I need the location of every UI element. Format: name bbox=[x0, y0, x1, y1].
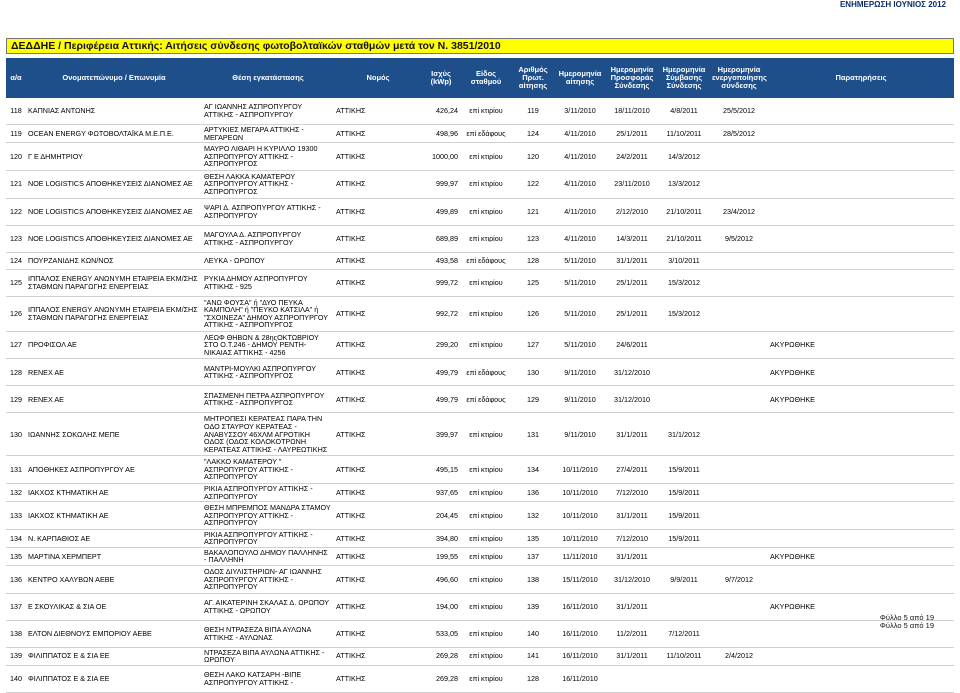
row-location: ΑΡΤΥΚΙΕΣ ΜΕΓΑΡΑ ΑΤΤΙΚΗΣ - ΜΕΓΑΡΕΩΝ bbox=[202, 126, 334, 141]
row-id: 130 bbox=[6, 431, 26, 439]
row-contract-date: 15/9/2011 bbox=[658, 466, 710, 474]
row-type: επί κτιρίου bbox=[460, 630, 512, 638]
row-type: επί κτιρίου bbox=[460, 535, 512, 543]
row-prefecture: ΑΤΤΙΚΗΣ bbox=[334, 603, 422, 611]
row-prot: 130 bbox=[512, 369, 554, 377]
row-id: 135 bbox=[6, 553, 26, 561]
row-app-date: 4/11/2010 bbox=[554, 235, 606, 243]
row-app-date: 10/11/2010 bbox=[554, 489, 606, 497]
row-id: 134 bbox=[6, 535, 26, 543]
table-header bbox=[6, 58, 954, 98]
row-power: 399,97 bbox=[422, 431, 460, 439]
table-row bbox=[6, 566, 954, 594]
row-offer-date: 14/3/2011 bbox=[606, 235, 658, 243]
row-app-date: 11/11/2010 bbox=[554, 553, 606, 561]
row-notes: ΑΚΥΡΩΘΗΚΕ bbox=[768, 369, 954, 377]
page-number-2: Φύλλο 5 από 19 bbox=[880, 622, 934, 630]
row-contract-date: 3/10/2011 bbox=[658, 257, 710, 265]
table-row bbox=[6, 199, 954, 226]
row-name: ΙΑΚΧΟΣ ΚΤΗΜΑΤΙΚΗ ΑΕ bbox=[26, 489, 202, 497]
row-app-date: 5/11/2010 bbox=[554, 279, 606, 287]
col-id: α/α bbox=[6, 74, 26, 82]
row-app-date: 4/11/2010 bbox=[554, 153, 606, 161]
row-id: 120 bbox=[6, 153, 26, 161]
row-app-date: 16/11/2010 bbox=[554, 603, 606, 611]
row-id: 136 bbox=[6, 576, 26, 584]
row-type: επί κτιρίου bbox=[460, 675, 512, 683]
row-prot: 126 bbox=[512, 310, 554, 318]
row-prot: 129 bbox=[512, 396, 554, 404]
row-offer-date: 31/1/2011 bbox=[606, 652, 658, 660]
row-prot: 120 bbox=[512, 153, 554, 161]
row-app-date: 3/11/2010 bbox=[554, 107, 606, 115]
row-offer-date: 27/4/2011 bbox=[606, 466, 658, 474]
row-prefecture: ΑΤΤΙΚΗΣ bbox=[334, 235, 422, 243]
row-location: ΑΓ. ΑΙΚΑΤΕΡΙΝΗ ΣΚΑΛΑΣ Δ. ΩΡΩΠΟΥ ΑΤΤΙΚΗΣ - ΩΡΩΠΟΥ bbox=[202, 599, 334, 614]
row-activation-date: 9/5/2012 bbox=[710, 235, 768, 243]
row-power: 499,79 bbox=[422, 369, 460, 377]
row-prot: 137 bbox=[512, 553, 554, 561]
row-name: ΙΠΠΑΛΟΣ ENERGY ΑΝΩΝΥΜΗ ΕΤΑΙΡΕΙΑ ΕΚΜ/ΣΗΣ ΣΤΑΘΜΩΝ ΠΑΡΑΓΩΓΗΣ ΕΝΕΡΓΕΙΑΣ bbox=[26, 275, 202, 290]
update-label: ΕΝΗΜΕΡΩΣΗ ΙΟΥΝΙΟΣ 2012 bbox=[840, 0, 946, 9]
row-notes: ΑΚΥΡΩΘΗΚΕ bbox=[768, 396, 954, 404]
row-contract-date: 7/12/2011 bbox=[658, 630, 710, 638]
row-name: ΙΠΠΑΛΟΣ ENERGY ΑΝΩΝΥΜΗ ΕΤΑΙΡΕΙΑ ΕΚΜ/ΣΗΣ ΣΤΑΘΜΩΝ ΠΑΡΑΓΩΓΗΣ ΕΝΕΡΓΕΙΑΣ bbox=[26, 306, 202, 321]
row-contract-date: 15/3/2012 bbox=[658, 279, 710, 287]
top-right-banner bbox=[0, 0, 960, 12]
row-prot: 121 bbox=[512, 208, 554, 216]
row-contract-date: 4/8/2011 bbox=[658, 107, 710, 115]
row-offer-date: 2/12/2010 bbox=[606, 208, 658, 216]
col-prot: Αριθμός Πρωτ. αίτησης bbox=[512, 66, 554, 90]
row-id: 127 bbox=[6, 341, 26, 349]
table-row bbox=[6, 648, 954, 666]
row-app-date: 10/11/2010 bbox=[554, 466, 606, 474]
row-name: Ε ΣΚΟΥΛΙΚΑΣ & ΣΙΑ ΟΕ bbox=[26, 603, 202, 611]
row-contract-date: 11/10/2011 bbox=[658, 652, 710, 660]
row-power: 496,60 bbox=[422, 576, 460, 584]
row-prefecture: ΑΤΤΙΚΗΣ bbox=[334, 130, 422, 138]
row-prot: 124 bbox=[512, 130, 554, 138]
row-id: 129 bbox=[6, 396, 26, 404]
row-id: 133 bbox=[6, 512, 26, 520]
row-type: επί κτιρίου bbox=[460, 107, 512, 115]
row-prot: 141 bbox=[512, 652, 554, 660]
row-contract-date: 31/1/2012 bbox=[658, 431, 710, 439]
row-prefecture: ΑΤΤΙΚΗΣ bbox=[334, 153, 422, 161]
row-contract-date: 13/3/2012 bbox=[658, 180, 710, 188]
row-prot: 132 bbox=[512, 512, 554, 520]
row-id: 138 bbox=[6, 630, 26, 638]
row-contract-date: 21/10/2011 bbox=[658, 208, 710, 216]
row-prefecture: ΑΤΤΙΚΗΣ bbox=[334, 208, 422, 216]
col-contract-date: Ημερομηνία Σύμβασης Σύνδεσης bbox=[658, 66, 710, 90]
row-power: 498,96 bbox=[422, 130, 460, 138]
row-offer-date: 31/1/2011 bbox=[606, 257, 658, 265]
row-name: Ν. ΚΑΡΠΑΘΙΟΣ ΑΕ bbox=[26, 535, 202, 543]
row-location: "ΛΑΚΚΟ ΚΑΜΑΤΕΡΟΥ " ΑΣΠΡΟΠΥΡΓΟΥ ΑΤΤΙΚΗΣ - ΑΣΠΡΟΠΥΡΓΟΥ bbox=[202, 458, 334, 481]
row-location: ΨΑΡΙ Δ. ΑΣΠΡΟΠΥΡΓΟΥ ΑΤΤΙΚΗΣ - ΑΣΠΡΟΠΥΡΓΟΥ bbox=[202, 204, 334, 219]
row-location: ΘΕΣΗ ΛΑΚΚΑ ΚΑΜΑΤΕΡΟΥ ΑΣΠΡΟΠΥΡΓΟΥ ΑΤΤΙΚΗΣ - ΑΣΠΡΟΠΥΡΓΟΣ bbox=[202, 173, 334, 196]
table-row bbox=[6, 530, 954, 548]
row-name: RENEX AE bbox=[26, 396, 202, 404]
table-row bbox=[6, 456, 954, 484]
row-location: ΘΕΣΗ ΜΠΡΕΜΠΟΣ ΜΑΝΔΡΑ ΣΤΑΜΟΥ ΑΣΠΡΟΠΥΡΓΟΥ ΑΤΤΙΚΗΣ - ΑΣΠΡΟΠΥΡΓΟΥ bbox=[202, 504, 334, 527]
row-name: ΙΩΑΝΝΗΣ ΣΟΚΩΛΗΣ ΜΕΠΕ bbox=[26, 431, 202, 439]
table-row bbox=[6, 548, 954, 566]
table-row bbox=[6, 98, 954, 125]
row-prefecture: ΑΤΤΙΚΗΣ bbox=[334, 535, 422, 543]
row-offer-date: 18/11/2010 bbox=[606, 107, 658, 115]
row-prot: 123 bbox=[512, 235, 554, 243]
table-body bbox=[6, 98, 954, 693]
row-name: ΜΑΡΤΙΝΑ ΧΕΡΜΠΕΡΤ bbox=[26, 553, 202, 561]
row-app-date: 9/11/2010 bbox=[554, 396, 606, 404]
row-contract-date: 15/3/2012 bbox=[658, 310, 710, 318]
row-offer-date: 31/1/2011 bbox=[606, 431, 658, 439]
row-location: ΜΗΤΡΟΠΕΣΙ ΚΕΡΑΤΕΑΣ ΠΑΡΑ ΤΗΝ ΟΔΟ ΣΤΑΥΡΟΥ ΚΕΡΑΤΕΑΣ - ΑΝΑΒΥΣΣΟΥ 46ΧΛΜ ΑΓΡΟΤΙΚΗ ΟΔΟΣ (ΟΔΟΣ ΚΟΛΟΚΟΤΡΩΝΗ ΚΕΡΑΤΕΑΣ ΑΤΤΙΚΗΣ - ΛΑΥΡΕΩΤΙΚΗΣ bbox=[202, 415, 334, 453]
row-app-date: 10/11/2010 bbox=[554, 535, 606, 543]
row-location: ΡΥΚΙΑ ΔΗΜΟΥ ΑΣΠΡΟΠΥΡΓΟΥ ΑΤΤΙΚΗΣ - 925 bbox=[202, 275, 334, 290]
row-name: ΙΑΚΧΟΣ ΚΤΗΜΑΤΙΚΗ ΑΕ bbox=[26, 512, 202, 520]
row-app-date: 4/11/2010 bbox=[554, 180, 606, 188]
row-power: 204,45 bbox=[422, 512, 460, 520]
row-prefecture: ΑΤΤΙΚΗΣ bbox=[334, 107, 422, 115]
row-prot: 128 bbox=[512, 675, 554, 683]
row-location: ΒΑΚΑΛΟΠΟΥΛΟ ΔΗΜΟΥ ΠΑΛΛΗΝΗΣ - ΠΑΛΛΗΝΗ bbox=[202, 549, 334, 564]
col-notes: Παρατηρήσεις bbox=[768, 74, 954, 82]
row-prefecture: ΑΤΤΙΚΗΣ bbox=[334, 257, 422, 265]
row-location: ΛΕΥΚΑ - ΩΡΩΠΟΥ bbox=[202, 257, 334, 265]
row-type: επί κτιρίου bbox=[460, 512, 512, 520]
row-location: "ΑΝΩ ΦΟΥΣΑ" ή "ΔΥΟ ΠΕΥΚΑ ΚΑΜΠΟΛΗ" ή "ΠΕΥΚΟ ΚΑΤΣΙΛΑ" ή "ΣΧΟΙΝΕΖΑ" ΔΗΜΟΥ ΑΣΠΡΟΠΥΡΓΟΥ ΑΤΤΙΚΗΣ - ΑΣΠΡΟΠΥΡΓΟΣ bbox=[202, 299, 334, 329]
row-prefecture: ΑΤΤΙΚΗΣ bbox=[334, 466, 422, 474]
row-power: 493,58 bbox=[422, 257, 460, 265]
row-id: 125 bbox=[6, 279, 26, 287]
row-power: 1000,00 bbox=[422, 153, 460, 161]
row-location: ΜΑΝΤΡΙ-ΜΟΥΛΚΙ ΑΣΠΡΟΠΥΡΓΟΥ ΑΤΤΙΚΗΣ - ΑΣΠΡΟΠΥΡΓΟΣ bbox=[202, 365, 334, 380]
row-prefecture: ΑΤΤΙΚΗΣ bbox=[334, 675, 422, 683]
row-app-date: 16/11/2010 bbox=[554, 675, 606, 683]
row-id: 124 bbox=[6, 257, 26, 265]
row-prefecture: ΑΤΤΙΚΗΣ bbox=[334, 310, 422, 318]
row-location: ΜΑΓΟΥΛΑ Δ. ΑΣΠΡΟΠΥΡΓΟΥ ΑΤΤΙΚΗΣ - ΑΣΠΡΟΠΥΡΓΟΥ bbox=[202, 231, 334, 246]
row-location: ΟΔΟΣ ΔΙΥΛΙΣΤΗΡΙΩΝ- ΑΓ ΙΩΑΝΝΗΣ ΑΣΠΡΟΠΥΡΓΟΥ ΑΤΤΙΚΗΣ - ΑΣΠΡΟΠΥΡΓΟΥ bbox=[202, 568, 334, 591]
row-prot: 119 bbox=[512, 107, 554, 115]
table-row bbox=[6, 484, 954, 502]
row-id: 118 bbox=[6, 107, 26, 115]
table-row bbox=[6, 270, 954, 297]
row-type: επί κτιρίου bbox=[460, 180, 512, 188]
row-offer-date: 25/1/2011 bbox=[606, 279, 658, 287]
row-app-date: 16/11/2010 bbox=[554, 652, 606, 660]
row-power: 269,28 bbox=[422, 652, 460, 660]
row-notes: ΑΚΥΡΩΘΗΚΕ bbox=[768, 341, 954, 349]
row-type: επί κτιρίου bbox=[460, 431, 512, 439]
row-type: επί κτιρίου bbox=[460, 603, 512, 611]
row-app-date: 5/11/2010 bbox=[554, 310, 606, 318]
row-power: 394,80 bbox=[422, 535, 460, 543]
row-location: ΘΕΣΗ ΛΑΚΟ ΚΑΤΣΑΡΗ -ΒΙΠΕ ΑΣΠΡΟΠΥΡΓΟΥ ΑΤΤΙΚΗΣ - bbox=[202, 671, 334, 686]
row-power: 426,24 bbox=[422, 107, 460, 115]
table-row bbox=[6, 226, 954, 253]
row-prot: 134 bbox=[512, 466, 554, 474]
row-type: επί εδάφους bbox=[460, 257, 512, 265]
row-type: επί εδάφους bbox=[460, 396, 512, 404]
row-contract-date: 15/9/2011 bbox=[658, 489, 710, 497]
row-type: επί κτιρίου bbox=[460, 341, 512, 349]
row-power: 499,79 bbox=[422, 396, 460, 404]
row-type: επί κτιρίου bbox=[460, 279, 512, 287]
row-offer-date: 11/2/2011 bbox=[606, 630, 658, 638]
row-power: 533,05 bbox=[422, 630, 460, 638]
row-id: 123 bbox=[6, 235, 26, 243]
row-id: 119 bbox=[6, 130, 26, 138]
table-row bbox=[6, 253, 954, 270]
row-id: 131 bbox=[6, 466, 26, 474]
table-row bbox=[6, 621, 954, 648]
row-name: ΕΛΤΟΝ ΔΙΕΘΝΟΥΣ ΕΜΠΟΡΙΟΥ ΑΕΒΕ bbox=[26, 630, 202, 638]
row-activation-date: 23/4/2012 bbox=[710, 208, 768, 216]
row-prefecture: ΑΤΤΙΚΗΣ bbox=[334, 279, 422, 287]
row-prefecture: ΑΤΤΙΚΗΣ bbox=[334, 341, 422, 349]
row-name: ΝΟΕ LOGISTICS ΑΠΟΘΗΚΕΥΣΕΙΣ ΔΙΑΝΟΜΕΣ ΑΕ bbox=[26, 180, 202, 188]
row-activation-date: 9/7/2012 bbox=[710, 576, 768, 584]
row-type: επί κτιρίου bbox=[460, 235, 512, 243]
row-id: 140 bbox=[6, 675, 26, 683]
row-activation-date: 2/4/2012 bbox=[710, 652, 768, 660]
row-prefecture: ΑΤΤΙΚΗΣ bbox=[334, 431, 422, 439]
row-prot: 140 bbox=[512, 630, 554, 638]
row-name: ΦΙΛΙΠΠΑΤΟΣ Ε & ΣΙΑ ΕΕ bbox=[26, 675, 202, 683]
col-location: Θέση εγκατάστασης bbox=[202, 74, 334, 82]
row-prot: 139 bbox=[512, 603, 554, 611]
row-prot: 138 bbox=[512, 576, 554, 584]
col-app-date: Ημερομηνία αίτησης bbox=[554, 70, 606, 86]
row-type: επί κτιρίου bbox=[460, 489, 512, 497]
row-notes: ΑΚΥΡΩΘΗΚΕ bbox=[768, 553, 954, 561]
row-contract-date: 9/9/2011 bbox=[658, 576, 710, 584]
row-prefecture: ΑΤΤΙΚΗΣ bbox=[334, 512, 422, 520]
row-offer-date: 7/12/2010 bbox=[606, 489, 658, 497]
row-contract-date: 15/9/2011 bbox=[658, 535, 710, 543]
table-row bbox=[6, 594, 954, 621]
row-id: 128 bbox=[6, 369, 26, 377]
row-name: ΚΕΝΤΡΟ ΧΑΛΥΒΩΝ ΑΕΒΕ bbox=[26, 576, 202, 584]
row-prot: 122 bbox=[512, 180, 554, 188]
row-location: ΣΠΑΣΜΕΝΗ ΠΕΤΡΑ ΑΣΠΡΟΠΥΡΓΟΥ ΑΤΤΙΚΗΣ - ΑΣΠΡΟΠΥΡΓΟΣ bbox=[202, 392, 334, 407]
row-contract-date: 14/3/2012 bbox=[658, 153, 710, 161]
row-activation-date: 25/5/2012 bbox=[710, 107, 768, 115]
row-type: επί εδάφους bbox=[460, 130, 512, 138]
row-power: 999,97 bbox=[422, 180, 460, 188]
row-type: επί κτιρίου bbox=[460, 652, 512, 660]
row-id: 126 bbox=[6, 310, 26, 318]
row-type: επί κτιρίου bbox=[460, 553, 512, 561]
table-row bbox=[6, 413, 954, 456]
row-prot: 128 bbox=[512, 257, 554, 265]
row-contract-date: 21/10/2011 bbox=[658, 235, 710, 243]
table-row bbox=[6, 171, 954, 199]
row-type: επί εδάφους bbox=[460, 369, 512, 377]
col-offer-date: Ημερομηνία Προσφοράς Σύνδεσης bbox=[606, 66, 658, 90]
row-activation-date: 28/5/2012 bbox=[710, 130, 768, 138]
row-offer-date: 7/12/2010 bbox=[606, 535, 658, 543]
page-number: Φύλλο 5 από 19 bbox=[880, 614, 934, 622]
row-id: 122 bbox=[6, 208, 26, 216]
row-id: 132 bbox=[6, 489, 26, 497]
row-app-date: 5/11/2010 bbox=[554, 257, 606, 265]
row-prefecture: ΑΤΤΙΚΗΣ bbox=[334, 553, 422, 561]
row-power: 999,72 bbox=[422, 279, 460, 287]
row-power: 269,28 bbox=[422, 675, 460, 683]
table-row bbox=[6, 125, 954, 143]
row-app-date: 15/11/2010 bbox=[554, 576, 606, 584]
row-prot: 127 bbox=[512, 341, 554, 349]
row-power: 299,20 bbox=[422, 341, 460, 349]
row-location: ΛΕΩΦ ΘΗΒΩΝ & 28ηςΟΚΤΩΒΡΙΟΥ ΣΤΟ Ο.Τ.246 - ΔΗΜΟΥ ΡΕΝΤΗ- ΝΙΚΑΙΑΣ ΑΤΤΙΚΗΣ - 4256 bbox=[202, 334, 334, 357]
row-app-date: 4/11/2010 bbox=[554, 208, 606, 216]
row-app-date: 5/11/2010 bbox=[554, 341, 606, 349]
row-app-date: 9/11/2010 bbox=[554, 369, 606, 377]
row-offer-date: 23/11/2010 bbox=[606, 180, 658, 188]
table-row bbox=[6, 332, 954, 360]
row-offer-date: 31/1/2011 bbox=[606, 603, 658, 611]
row-prefecture: ΑΤΤΙΚΗΣ bbox=[334, 489, 422, 497]
row-location: ΘΕΣΗ ΝΤΡΑΣΕΖΑ ΒΙΠΑ ΑΥΛΩΝΑ ΑΤΤΙΚΗΣ - ΑΥΛΩΝΑΣ bbox=[202, 626, 334, 641]
row-offer-date: 31/1/2011 bbox=[606, 512, 658, 520]
row-offer-date: 25/1/2011 bbox=[606, 310, 658, 318]
row-power: 937,65 bbox=[422, 489, 460, 497]
row-offer-date: 31/12/2010 bbox=[606, 396, 658, 404]
row-notes: ΑΚΥΡΩΘΗΚΕ bbox=[768, 603, 954, 611]
row-name: RENEX AE bbox=[26, 369, 202, 377]
col-type: Είδος σταθμού bbox=[460, 70, 512, 86]
table-row bbox=[6, 666, 954, 693]
row-type: επί κτιρίου bbox=[460, 576, 512, 584]
row-prot: 136 bbox=[512, 489, 554, 497]
row-offer-date: 31/1/2011 bbox=[606, 553, 658, 561]
row-prefecture: ΑΤΤΙΚΗΣ bbox=[334, 576, 422, 584]
table-row bbox=[6, 502, 954, 530]
row-id: 121 bbox=[6, 180, 26, 188]
row-type: επί κτιρίου bbox=[460, 310, 512, 318]
row-contract-date: 11/10/2011 bbox=[658, 130, 710, 138]
row-power: 499,89 bbox=[422, 208, 460, 216]
row-location: ΜΑΥΡΟ ΛΙΘΑΡΙ Η ΚΥΡΙΛΛΟ 19300 ΑΣΠΡΟΠΥΡΓΟΥ ΑΤΤΙΚΗΣ - ΑΣΠΡΟΠΥΡΓΟΣ bbox=[202, 145, 334, 168]
row-power: 495,15 bbox=[422, 466, 460, 474]
document-page bbox=[0, 38, 960, 693]
row-name: ΦΙΛΙΠΠΑΤΟΣ Ε & ΣΙΑ ΕΕ bbox=[26, 652, 202, 660]
row-location: ΡΙΚΙΑ ΑΣΠΡΟΠΥΡΓΟΥ ΑΤΤΙΚΗΣ - ΑΣΠΡΟΠΥΡΓΟΥ bbox=[202, 531, 334, 546]
col-power: Ισχύς (kWp) bbox=[422, 70, 460, 86]
footer bbox=[880, 614, 934, 631]
row-prot: 135 bbox=[512, 535, 554, 543]
row-prot: 131 bbox=[512, 431, 554, 439]
row-name: ΠΡΟΦΙΣΟΛ ΑΕ bbox=[26, 341, 202, 349]
row-app-date: 16/11/2010 bbox=[554, 630, 606, 638]
row-name: Γ Ε ΔΗΜΗΤΡΙΟΥ bbox=[26, 153, 202, 161]
row-type: επί κτιρίου bbox=[460, 208, 512, 216]
row-id: 137 bbox=[6, 603, 26, 611]
row-prefecture: ΑΤΤΙΚΗΣ bbox=[334, 180, 422, 188]
row-name: ΝΟΕ LOGISTICS ΑΠΟΘΗΚΕΥΣΕΙΣ ΔΙΑΝΟΜΕΣ ΑΕ bbox=[26, 235, 202, 243]
col-activation-date: Ημερομηνία ενεργοποίησης σύνδεσης bbox=[710, 66, 768, 90]
row-prefecture: ΑΤΤΙΚΗΣ bbox=[334, 369, 422, 377]
row-id: 139 bbox=[6, 652, 26, 660]
row-name: ΑΠΟΘΗΚΕΣ ΑΣΠΡΟΠΥΡΓΟΥ ΑΕ bbox=[26, 466, 202, 474]
row-prefecture: ΑΤΤΙΚΗΣ bbox=[334, 652, 422, 660]
row-offer-date: 24/2/2011 bbox=[606, 153, 658, 161]
row-power: 194,00 bbox=[422, 603, 460, 611]
row-power: 992,72 bbox=[422, 310, 460, 318]
row-type: επί κτιρίου bbox=[460, 466, 512, 474]
row-location: ΡΙΚΙΑ ΑΣΠΡΟΠΥΡΓΟΥ ΑΤΤΙΚΗΣ - ΑΣΠΡΟΠΥΡΓΟΥ bbox=[202, 485, 334, 500]
row-offer-date: 24/6/2011 bbox=[606, 341, 658, 349]
row-app-date: 4/11/2010 bbox=[554, 130, 606, 138]
col-name: Ονοματεπώνυμο / Επωνυμία bbox=[26, 74, 202, 82]
table-row bbox=[6, 143, 954, 171]
row-name: OCEAN ENERGY ΦΩΤΟΒΟΛΤΑΪΚΑ Μ.Ε.Π.Ε. bbox=[26, 130, 202, 138]
row-offer-date: 31/12/2010 bbox=[606, 369, 658, 377]
row-app-date: 9/11/2010 bbox=[554, 431, 606, 439]
row-name: ΚΑΠΝΙΑΣ ΑΝΤΩΝΗΣ bbox=[26, 107, 202, 115]
row-power: 199,55 bbox=[422, 553, 460, 561]
row-name: ΝΟΕ LOGISTICS ΑΠΟΘΗΚΕΥΣΕΙΣ ΔΙΑΝΟΜΕΣ ΑΕ bbox=[26, 208, 202, 216]
row-app-date: 10/11/2010 bbox=[554, 512, 606, 520]
row-prot: 125 bbox=[512, 279, 554, 287]
table-row bbox=[6, 297, 954, 332]
row-type: επί κτιρίου bbox=[460, 153, 512, 161]
page-title: ΔΕΔΔΗΕ / Περιφέρεια Αττικής: Αιτήσεις σύνδεσης φωτοβολταϊκών σταθμών μετά τον Ν. 3851/2010 bbox=[6, 38, 954, 54]
row-power: 689,89 bbox=[422, 235, 460, 243]
col-prefecture: Νομός bbox=[334, 74, 422, 82]
row-offer-date: 31/12/2010 bbox=[606, 576, 658, 584]
row-contract-date: 15/9/2011 bbox=[658, 512, 710, 520]
row-offer-date: 25/1/2011 bbox=[606, 130, 658, 138]
row-prefecture: ΑΤΤΙΚΗΣ bbox=[334, 630, 422, 638]
table-row bbox=[6, 386, 954, 413]
row-prefecture: ΑΤΤΙΚΗΣ bbox=[334, 396, 422, 404]
row-location: ΝΤΡΑΣΕΖΑ ΒΙΠΑ ΑΥΛΩΝΑ ΑΤΤΙΚΗΣ - ΩΡΩΠΟΥ bbox=[202, 649, 334, 664]
table-row bbox=[6, 359, 954, 386]
row-location: ΑΓ ΙΩΑΝΝΗΣ ΑΣΠΡΟΠΥΡΓΟΥ ΑΤΤΙΚΗΣ - ΑΣΠΡΟΠΥΡΓΟΥ bbox=[202, 103, 334, 118]
row-name: ΠΟΥΡΖΑΝΙΔΗΣ ΚΩΝ/ΝΟΣ bbox=[26, 257, 202, 265]
